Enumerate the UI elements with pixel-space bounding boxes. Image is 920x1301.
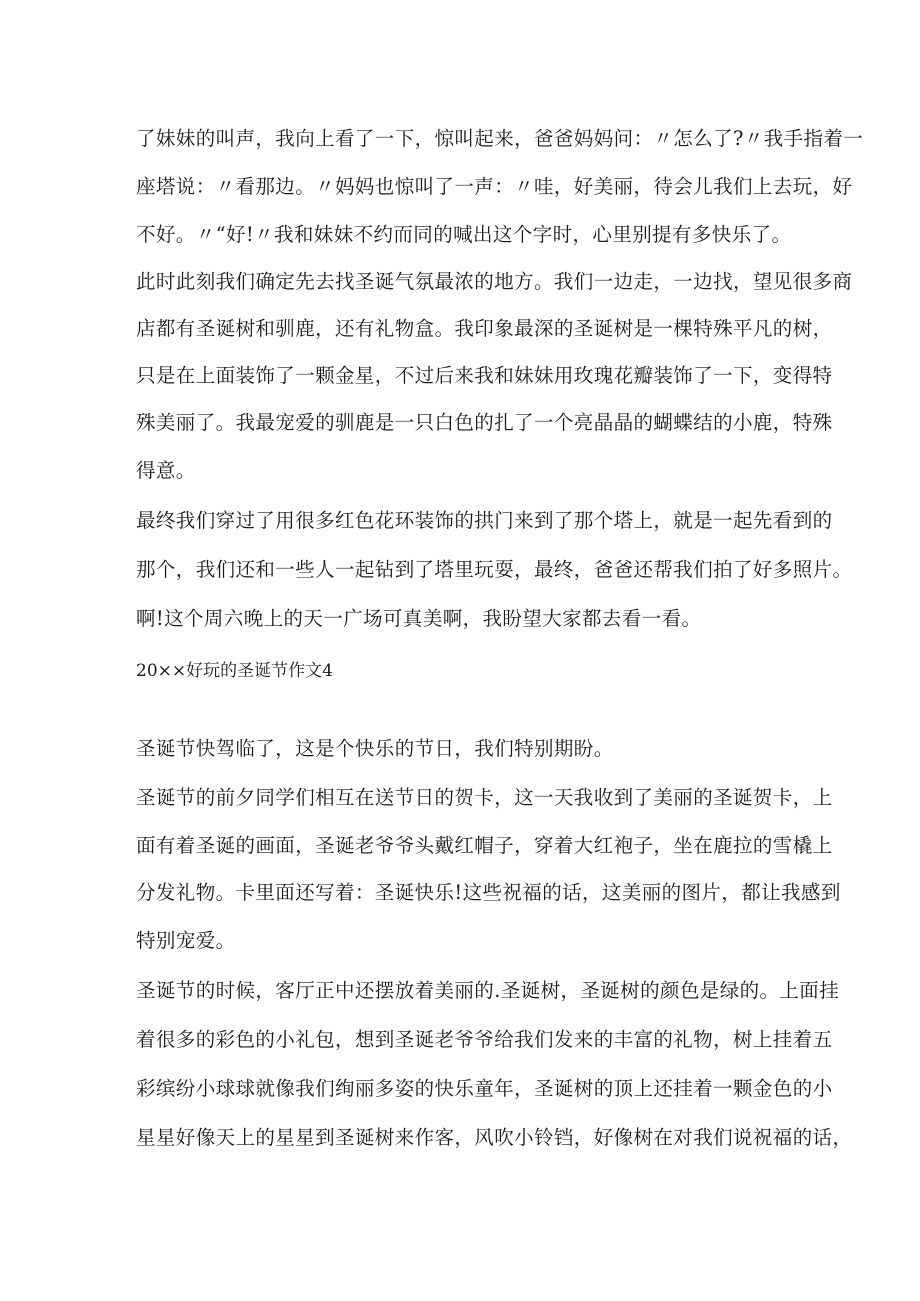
text-line: 得意。 <box>136 459 196 482</box>
text-line: 着很多的彩色的小礼包，想到圣诞老爷爷给我们发来的丰富的礼物，树上挂着五 <box>136 1028 833 1051</box>
text-line: 星星好像天上的星星到圣诞树来作客，风吹小铃铛，好像树在对我们说祝福的话， <box>136 1126 853 1149</box>
text-line: 只是在上面装饰了一颗金星，不过后来我和妹妹用玫瑰花瓣装饰了一下，变得特 <box>136 364 833 387</box>
text-line: 座塔说：〃看那边。〃妈妈也惊叫了一声：〃哇，好美丽，待会儿我们上去玩，好 <box>136 175 853 198</box>
text-line: 彩缤纷小球球就像我们绚丽多姿的快乐童年，圣诞树的顶上还挂着一颗金色的小 <box>136 1077 833 1100</box>
text-line: 啊!这个周六晚上的天一广场可真美啊，我盼望大家都去看一看。 <box>136 607 702 630</box>
text-line: 不好。〃“好!〃我和妹妹不约而同的喊出这个字时，心里别提有多快乐了。 <box>136 223 792 246</box>
text-line: 面有着圣诞的画面，圣诞老爷爷头戴红帽子，穿着大红袍子，坐在鹿拉的雪橇上 <box>136 834 833 857</box>
section-heading: 20××好玩的圣诞节作文4 <box>136 661 333 681</box>
text-line: 特别宠爱。 <box>136 929 236 952</box>
text-line: 圣诞节的时候，客厅正中还摆放着美丽的.圣诞树，圣诞树的颜色是绿的。上面挂 <box>136 979 840 1002</box>
text-line: 圣诞节的前夕同学们相互在送节日的贺卡，这一天我收到了美丽的圣诞贺卡，上 <box>136 786 833 809</box>
text-line: 分发礼物。卡里面还写着：圣诞快乐!这些祝福的话，这美丽的图片，都让我感到 <box>136 881 841 904</box>
text-line: 此时此刻我们确定先去找圣诞气氛最浓的地方。我们一边走，一边找，望见很多商 <box>136 270 853 293</box>
text-line: 圣诞节快驾临了，这是个快乐的节日，我们特别期盼。 <box>136 737 614 760</box>
text-line: 殊美丽了。我最宠爱的驯鹿是一只白色的扎了一个亮晶晶的蝴蝶结的小鹿，特殊 <box>136 411 833 434</box>
text-line: 最终我们穿过了用很多红色花环装饰的拱门来到了那个塔上，就是一起先看到的 <box>136 509 833 532</box>
text-line: 店都有圣诞树和驯鹿，还有礼物盒。我印象最深的圣诞树是一棵特殊平凡的树， <box>136 317 833 340</box>
text-line: 那个，我们还和一些人一起钻到了塔里玩耍，最终，爸爸还帮我们拍了好多照片。 <box>136 558 853 581</box>
text-line: 了妹妹的叫声，我向上看了一下，惊叫起来，爸爸妈妈问：〃怎么了?〃我手指着一 <box>136 127 864 150</box>
